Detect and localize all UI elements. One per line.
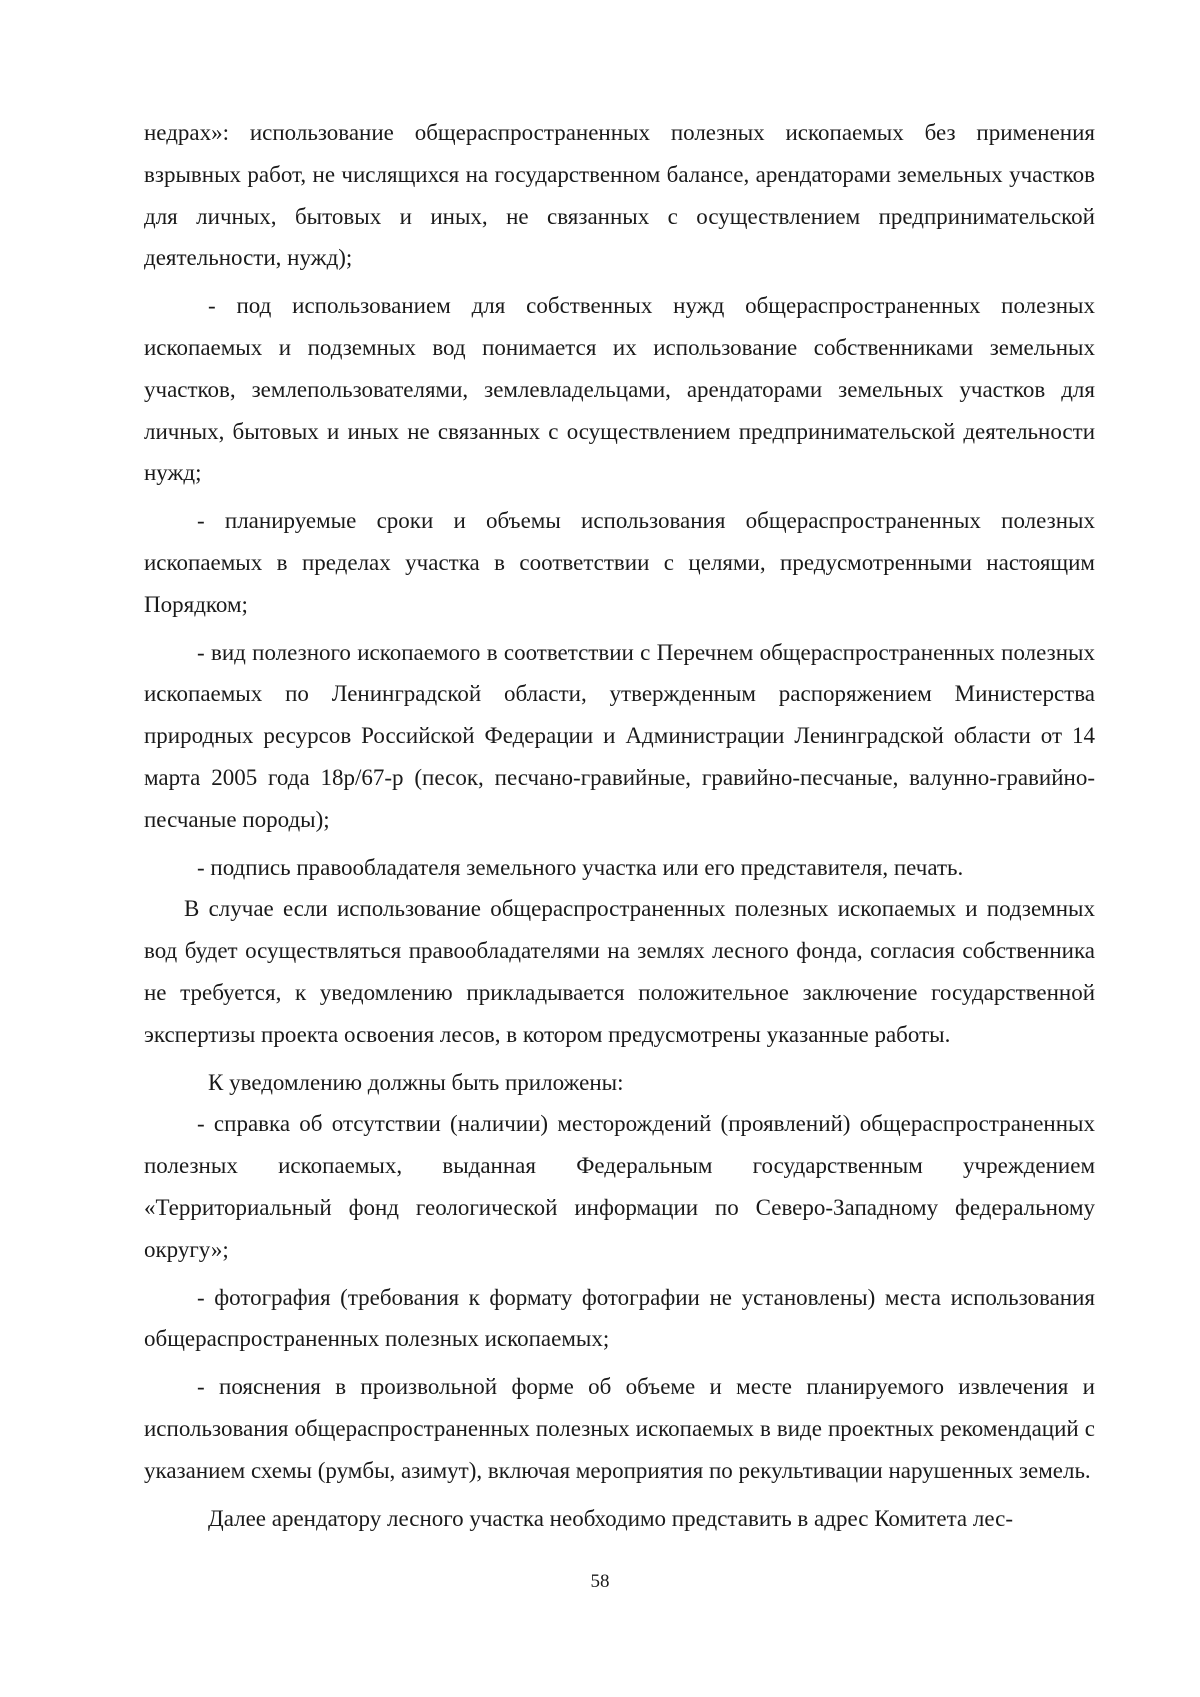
paragraph-mineral-type: - вид полезного ископаемого в соответствии с Перечнем общераспространенных полезных ископаемых по Ленинградской области, утвержденным распоряжением Министерства природных ресурсов Российской Федерации и Администрации Ленинградской области от 14 марта 2005 года 18р/67-р (песок, песчано-гравийные, гравийно-песчаные, валунно-гравийно-песчаные породы); (144, 639, 1095, 832)
document-body (144, 112, 1095, 1539)
paragraph-planned-terms: - планируемые сроки и объемы использования общераспространенных полезных ископаемых в пределах участка в соответствии с целями, предусмотренными настоящим Порядком; (144, 508, 1095, 617)
paragraph-forest-fund: В случае если использование общераспространенных полезных ископаемых и подземных вод будет осуществляться правообладателями на землях лесного фонда, согласия собственника не требуется, к уведомлению прикладывается положительное заключение государственной экспертизы проекта освоения лесов, в котором предусмотрены указанные работы. (144, 896, 1095, 1047)
paragraph-own-needs-definition: - под использованием для собственных нужд общераспространенных полезных ископаемых и подземных вод понимается их использование собственниками земельных участков, землепользователями, землевладельцами, арендаторами земельных участков для личных, бытовых и иных не связанных с осуществлением предпринимательской деятельности нужд; (144, 293, 1095, 486)
paragraph-signature: - подпись правообладателя земельного участка или его представителя, печать. (197, 854, 964, 880)
paragraph-attachments-heading: К уведомлению должны быть приложены: (208, 1069, 624, 1095)
paragraph-next-step: Далее арендатору лесного участка необходимо представить в адрес Комитета лес- (208, 1505, 1013, 1531)
paragraph-photograph: - фотография (требования к формату фотографии не установлены) места использования общераспространенных полезных ископаемых; (144, 1284, 1095, 1352)
paragraph-reference-certificate: - справка об отсутствии (наличии) месторождений (проявлений) общераспространенных полезных ископаемых, выданная Федеральным государственным учреждением «Территориальный фонд геологической информации по Северо-Западному федеральному округу»; (144, 1111, 1095, 1262)
page-number: 58 (590, 1571, 610, 1592)
paragraph-nedrah-continuation: недрах»: использование общераспространенных полезных ископаемых без применения взрывных работ, не числящихся на государственном балансе, арендаторами земельных участков для личных, бытовых и иных, не связанных с осуществлением предпринимательской деятельности, нужд); (144, 120, 1095, 271)
paragraph-explanations: - пояснения в произвольной форме об объеме и месте планируемого извлечения и использования общераспространенных полезных ископаемых в виде проектных рекомендаций с указанием схемы (румбы, азимут), включая мероприятия по рекультивации нарушенных земель. (144, 1374, 1095, 1483)
